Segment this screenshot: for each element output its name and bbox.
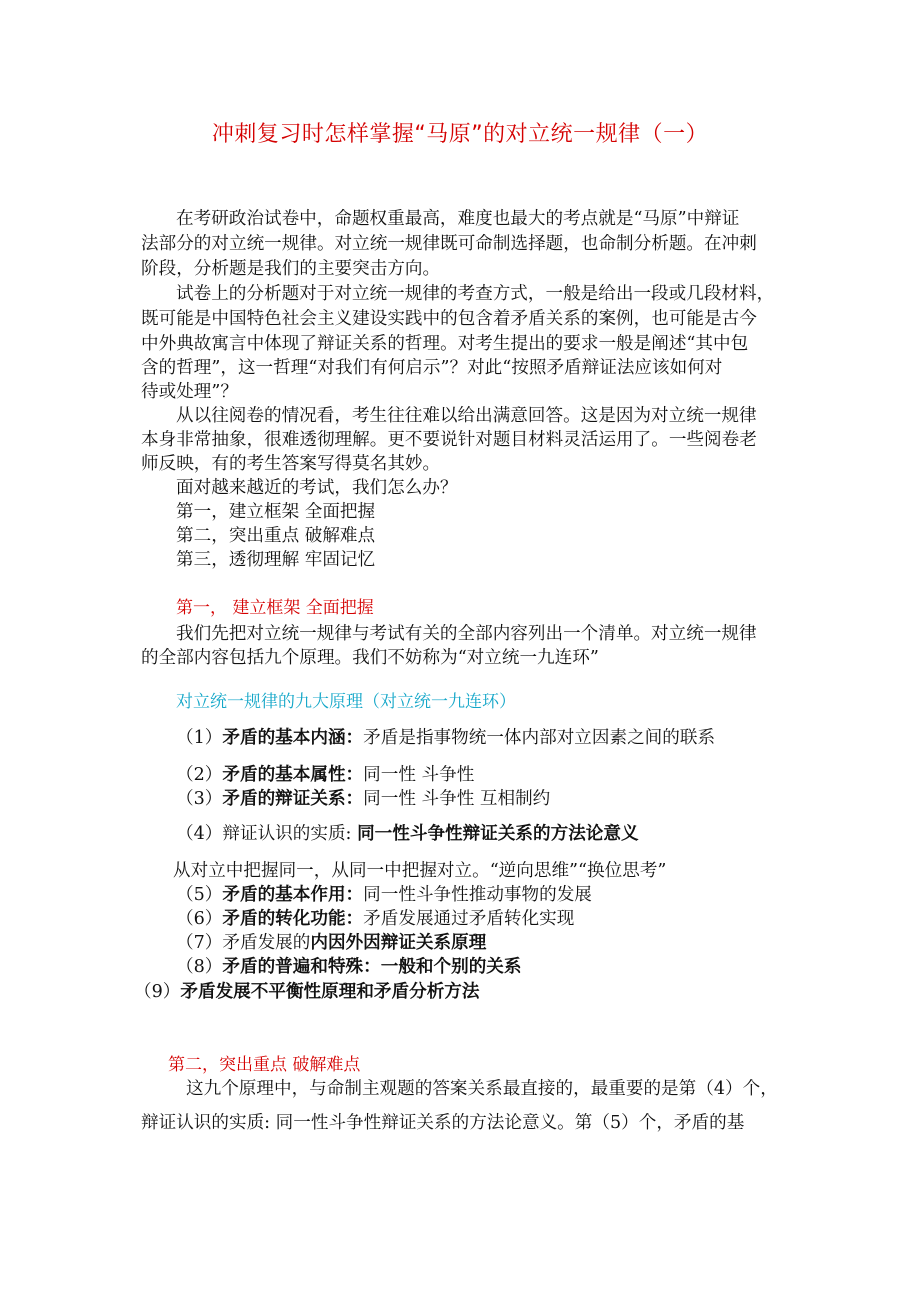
principle-text: 矛盾发展的: [222, 933, 311, 953]
section1-heading: 第一， 建立框架 全面把握: [176, 598, 374, 618]
principle-number: （6）: [176, 909, 223, 929]
page-title: 冲刺复习时怎样掌握“马原”的对立统一规律（一）: [211, 122, 709, 147]
principle-text: 同一性 斗争性: [363, 765, 475, 785]
intro-step: 第三，透彻理解 牢固记忆: [176, 550, 376, 570]
principle-bold: 矛盾的普遍和特殊：一般和个别的关系: [222, 957, 522, 977]
intro-p3-line: 本身非常抽象，很难透彻理解。更不要说针对题目材料灵活运用了。一些阅卷老: [141, 430, 757, 450]
principle-item: [176, 955, 522, 979]
principle-bold: 矛盾的基本属性：: [222, 765, 364, 785]
principle-item: [176, 822, 639, 846]
principle-bold: 同一性斗争性辩证关系的方法论意义: [357, 824, 639, 844]
principle-note: 从对立中把握同一，从同一中把握对立。“逆向思维”“换位思考”: [173, 861, 667, 881]
principle-item: [176, 883, 592, 907]
intro-p2-line: 试卷上的分析题对于对立统一规律的考查方式，一般是给出一段或几段材料，: [176, 284, 775, 304]
intro-step: 第二，突出重点 破解难点: [176, 526, 376, 546]
principle-item: [176, 787, 550, 811]
intro-p1-line: 法部分的对立统一规律。对立统一规律既可命制选择题，也命制分析题。在冲刺: [141, 234, 757, 254]
intro-step: 第一，建立框架 全面把握: [176, 502, 376, 522]
principle-item: [176, 931, 486, 955]
principle-item: [134, 980, 480, 1004]
principle-number: （3）: [176, 789, 223, 809]
section1-body-line: 的全部内容包括九个原理。我们不妨称为“对立统一九连环”: [141, 648, 599, 668]
section2-body-line: 这九个原理中，与命制主观题的答案关系最直接的，最重要的是第（4）个，: [186, 1079, 778, 1099]
principle-text: 矛盾是指事物统一体内部对立因素之间的联系: [363, 728, 716, 748]
principle-bold: 矛盾的转化功能：: [222, 909, 364, 929]
principle-bold: 矛盾发展不平衡性原理和矛盾分析方法: [180, 982, 480, 1002]
principle-text: 辩证认识的实质:: [222, 824, 358, 844]
intro-p3-line: 从以往阅卷的情况看，考生往往难以给出满意回答。这是因为对立统一规律: [176, 406, 757, 426]
principle-item: [176, 763, 474, 787]
intro-p3-line: 师反映，有的考生答案写得莫名其妙。: [141, 454, 441, 474]
principle-number: （9）: [134, 982, 181, 1002]
principle-bold: 矛盾的辩证关系：: [222, 789, 364, 809]
principle-bold: 内因外因辩证关系原理: [310, 933, 487, 953]
principle-text: 矛盾发展通过矛盾转化实现: [363, 909, 575, 929]
section2-body-line: 辩证认识的实质: 同一性斗争性辩证关系的方法论意义。第（5）个，矛盾的基: [141, 1113, 745, 1133]
principle-number: （2）: [176, 765, 223, 785]
principle-number: （1）: [176, 728, 223, 748]
principle-number: （5）: [176, 885, 223, 905]
intro-p2-line: 既可能是中国特色社会主义建设实践中的包含着矛盾关系的案例，也可能是古今: [141, 309, 757, 329]
principle-bold: 矛盾的基本内涵：: [222, 728, 364, 748]
principle-item: [176, 907, 574, 931]
intro-p1-line: 阶段，分析题是我们的主要突击方向。: [141, 259, 441, 279]
principles-subheading: 对立统一规律的九大原理（对立统一九连环）: [176, 692, 516, 712]
principle-text: 同一性 斗争性 互相制约: [363, 789, 551, 809]
section1-body-line: 我们先把对立统一规律与考试有关的全部内容列出一个清单。对立统一规律: [176, 624, 757, 644]
principle-bold: 矛盾的基本作用：: [222, 885, 364, 905]
principle-number: （4）: [176, 824, 223, 844]
principle-number: （7）: [176, 933, 223, 953]
intro-question: 面对越来越近的考试，我们怎么办？: [176, 478, 458, 498]
principle-text: 同一性斗争性推动事物的发展: [363, 885, 592, 905]
intro-p2-line: 中外典故寓言中体现了辩证关系的哲理。对考生提出的要求一般是阐述“其中包: [141, 334, 749, 354]
intro-p2-line: 待或处理”？: [141, 382, 238, 402]
intro-p2-line: 含的哲理”，这一哲理“对我们有何启示”？对此“按照矛盾辩证法应该如何对: [141, 358, 723, 378]
section2-heading: 第二，突出重点 破解难点: [168, 1055, 361, 1075]
intro-p1-line: 在考研政治试卷中，命题权重最高，难度也最大的考点就是“马原”中辩证: [176, 209, 740, 229]
principle-number: （8）: [176, 957, 223, 977]
principle-item: [176, 726, 715, 750]
